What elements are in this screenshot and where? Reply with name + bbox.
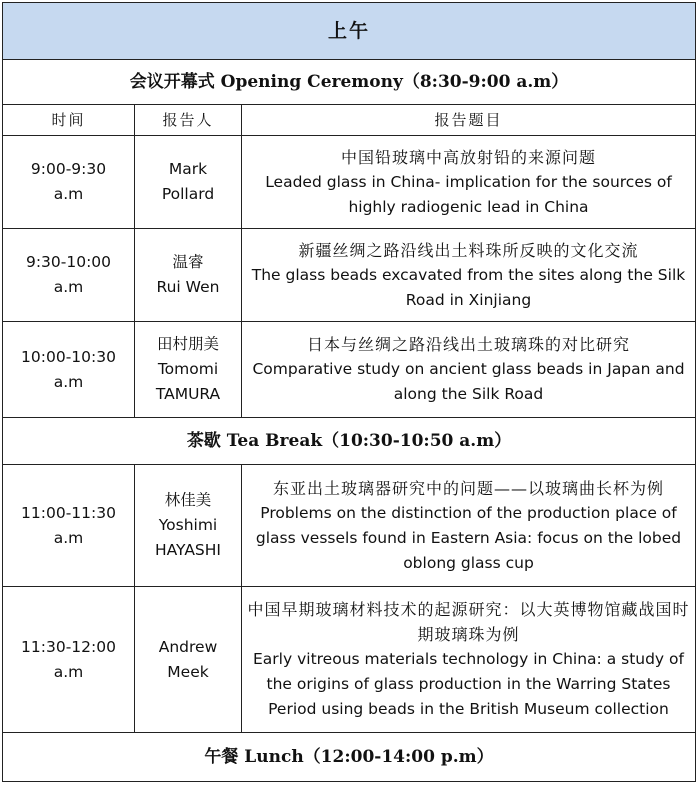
topic-cell xyxy=(242,587,696,733)
time-period: a.m xyxy=(53,528,84,547)
column-header-row xyxy=(3,105,696,136)
opening-ceremony: 会议开幕式 Opening Ceremony（8:30-9:00 a.m） xyxy=(3,60,696,105)
time-cell xyxy=(3,229,135,322)
speaker-name-line: TAMURA xyxy=(155,385,221,403)
speaker-cell xyxy=(135,587,242,733)
topic-title-en: Comparative study on ancient glass beads in Japan and along the Silk Road xyxy=(252,360,685,403)
tea-break: 茶歇 Tea Break（10:30-10:50 a.m） xyxy=(3,418,696,465)
speaker-cell xyxy=(135,322,242,418)
speaker-name-line: Andrew xyxy=(158,637,218,656)
speaker-cell xyxy=(135,229,242,322)
time-cell xyxy=(3,587,135,733)
speaker-name-line: Mark xyxy=(168,160,208,178)
lunch: 午餐 Lunch（12:00-14:00 p.m） xyxy=(3,733,696,782)
speaker-name-line: 田村朋美 xyxy=(156,335,219,353)
time-cell xyxy=(3,136,135,229)
speaker-name-line: HAYASHI xyxy=(155,541,221,559)
speaker-cell xyxy=(135,465,242,587)
time-range: 10:00-10:30 xyxy=(21,347,116,366)
time-range: 9:30-10:00 xyxy=(25,253,112,271)
topic-title-en: The glass beads excavated from the sites along the Silk Road in Xinjiang xyxy=(251,265,686,309)
topic-cell xyxy=(242,136,696,229)
session-title: 上午 xyxy=(3,3,696,60)
time-period: a.m xyxy=(53,278,84,296)
speaker-name-line: Meek xyxy=(167,662,209,681)
topic-title-zh: 中国铅玻璃中高放射铅的来源问题 xyxy=(341,147,597,167)
time-range: 11:30-12:00 xyxy=(21,637,116,656)
column-header-time: 时间 xyxy=(3,105,135,136)
schedule-table xyxy=(2,2,696,782)
table-row xyxy=(3,587,696,733)
time-period: a.m xyxy=(53,662,84,681)
time-period: a.m xyxy=(53,185,84,203)
tea-break-row xyxy=(3,418,696,465)
lunch-row xyxy=(3,733,696,782)
speaker-name-line: Yoshimi xyxy=(158,516,218,534)
topic-title-zh: 中国早期玻璃材料技术的起源研究：以大英博物馆藏战国时期玻璃珠为例 xyxy=(247,600,690,644)
topic-title-zh: 日本与丝绸之路沿线出土玻璃珠的对比研究 xyxy=(307,335,631,354)
column-header-speaker: 报告人 xyxy=(135,105,242,136)
time-period: a.m xyxy=(53,372,84,391)
topic-title-en: Early vitreous materials technology in China: a study of the origins of glass production in the Warring States Period using beads in the British Museum collection xyxy=(253,650,684,718)
topic-title-zh: 新疆丝绸之路沿线出土料珠所反映的文化交流 xyxy=(298,240,639,260)
topic-title-en: Problems on the distinction of the production place of glass vessels found in Eastern Asia: focus on the lobed oblong glass cup xyxy=(255,503,682,572)
speaker-name-line: Tomomi xyxy=(157,360,219,378)
topic-cell xyxy=(242,322,696,418)
table-row xyxy=(3,136,696,229)
time-cell xyxy=(3,322,135,418)
speaker-name-line: Rui Wen xyxy=(156,278,220,296)
speaker-name-line: Pollard xyxy=(161,185,215,203)
topic-cell xyxy=(242,229,696,322)
topic-title-zh: 东亚出土玻璃器研究中的问题——以玻璃曲长杯为例 xyxy=(273,478,665,498)
speaker-name-line: 温睿 xyxy=(172,253,204,271)
time-range: 11:00-11:30 xyxy=(21,503,116,522)
topic-cell xyxy=(242,465,696,587)
table-row xyxy=(3,322,696,418)
time-range: 9:00-9:30 xyxy=(30,160,107,178)
table-row xyxy=(3,229,696,322)
table-row xyxy=(3,465,696,587)
speaker-cell xyxy=(135,136,242,229)
header-row xyxy=(3,3,696,60)
time-cell xyxy=(3,465,135,587)
topic-title-en: Leaded glass in China- implication for the sources of highly radiogenic lead in China xyxy=(265,172,672,216)
speaker-name-line: 林佳美 xyxy=(164,491,212,509)
column-header-topic: 报告题目 xyxy=(242,105,696,136)
opening-row xyxy=(3,60,696,105)
